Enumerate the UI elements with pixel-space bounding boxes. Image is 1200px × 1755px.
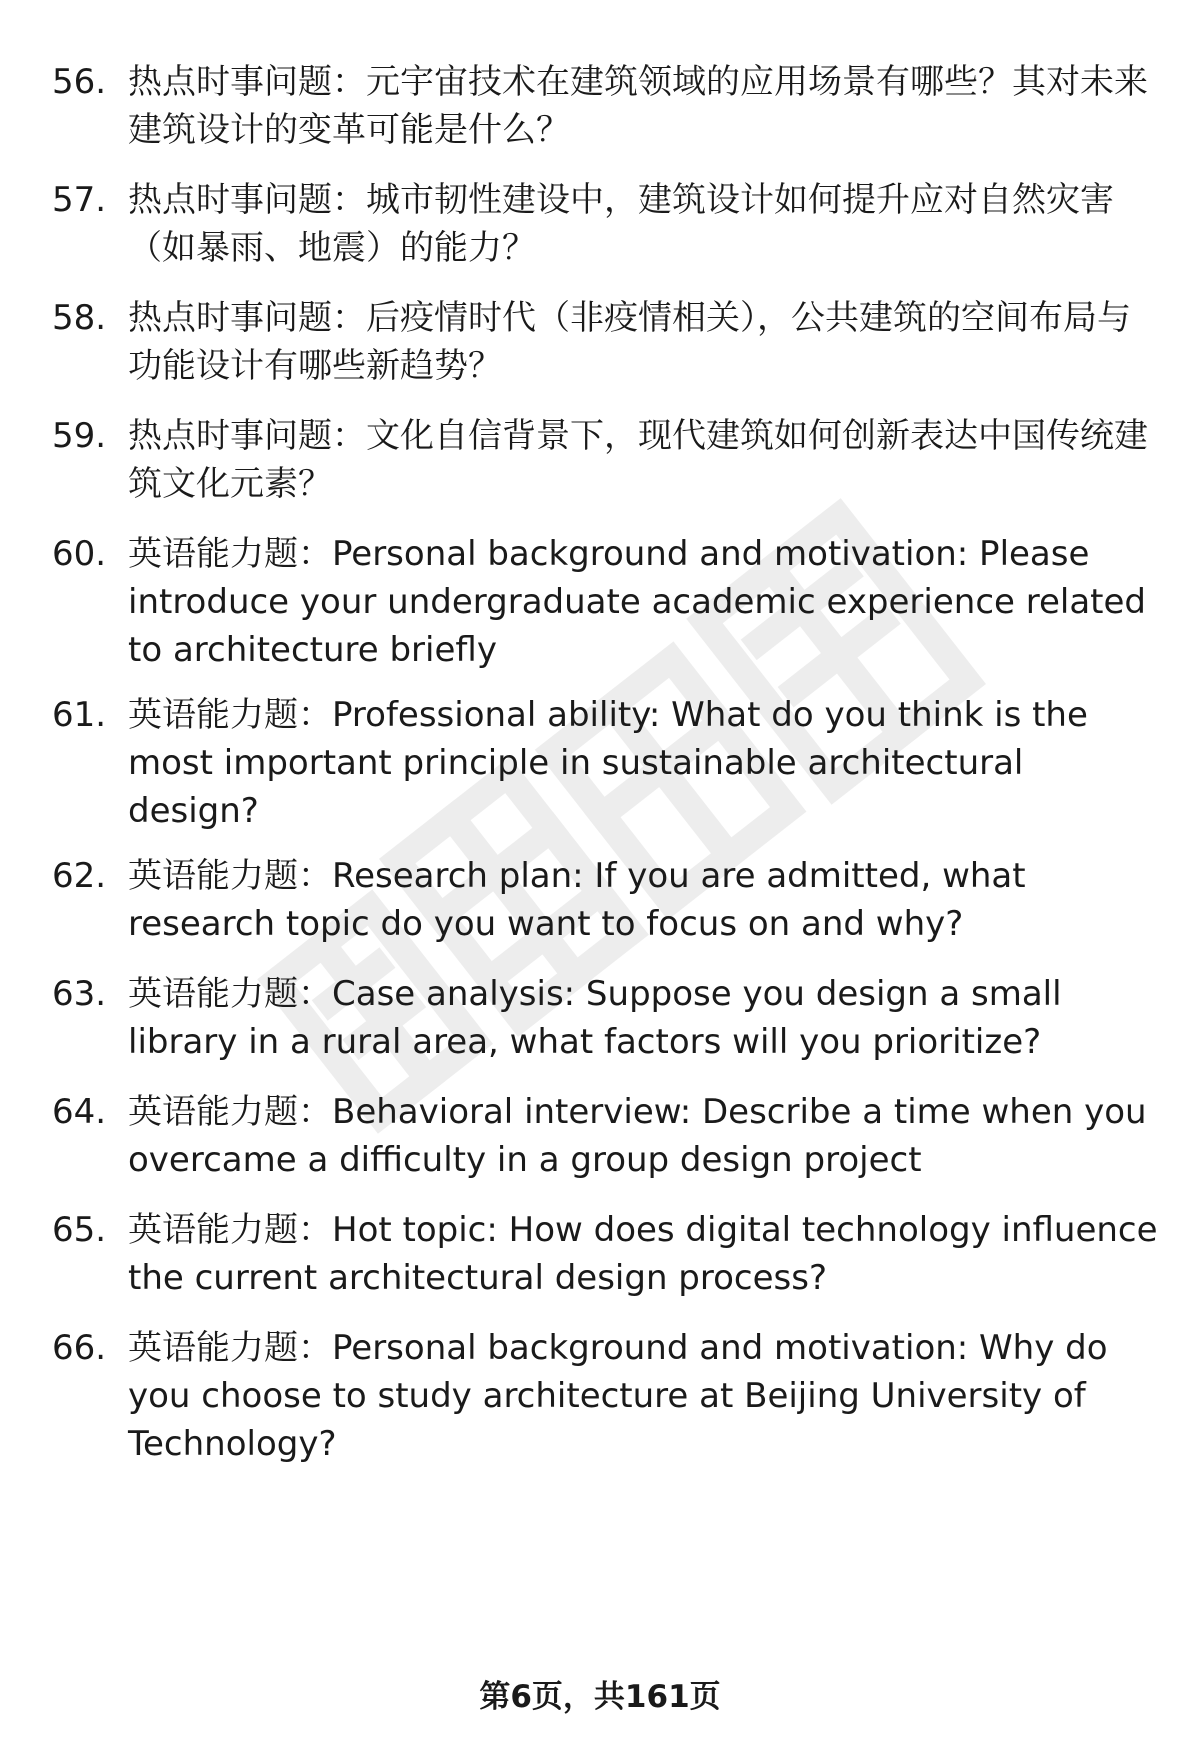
question-text: 英语能力题：Case analysis: Suppose you design a small library in a rural area, what factors will you prioritize? <box>128 974 1062 1062</box>
question-number: 59. <box>52 416 107 456</box>
question-65 <box>52 1206 1162 1302</box>
question-62 <box>52 852 1162 948</box>
question-61 <box>52 691 1162 835</box>
question-number: 56. <box>52 62 107 102</box>
question-text: 热点时事问题：文化自信背景下，现代建筑如何创新表达中国传统建筑文化元素？ <box>128 416 1148 504</box>
question-60 <box>52 530 1162 674</box>
question-64 <box>52 1088 1162 1184</box>
question-57 <box>52 176 1162 272</box>
question-text: 英语能力题：Research plan: If you are admitted, what research topic do you want to focus on and why? <box>128 856 1026 944</box>
question-number: 60. <box>52 534 107 574</box>
page-number-footer: 第6页，共161页 <box>479 1679 721 1715</box>
question-59 <box>52 412 1162 508</box>
question-number: 63. <box>52 974 107 1014</box>
question-number: 58. <box>52 298 107 338</box>
question-66 <box>52 1324 1162 1468</box>
question-text: 英语能力题：Professional ability: What do you think is the most important principle in sustainable architectural design? <box>128 695 1088 831</box>
question-number: 65. <box>52 1210 107 1250</box>
question-text: 热点时事问题：元宇宙技术在建筑领域的应用场景有哪些？其对未来建筑设计的变革可能是什么？ <box>128 62 1148 150</box>
question-number: 62. <box>52 856 107 896</box>
question-text: 英语能力题：Personal background and motivation: Why do you choose to study architecture at Beijing University of Technology? <box>128 1328 1108 1464</box>
question-text: 英语能力题：Personal background and motivation: Please introduce your undergraduate academic experience related to architecture briefly <box>128 534 1147 670</box>
question-number: 66. <box>52 1328 107 1368</box>
question-number: 64. <box>52 1092 107 1132</box>
question-number: 57. <box>52 180 107 220</box>
question-text: 英语能力题：Behavioral interview: Describe a time when you overcame a difficulty in a group design project <box>128 1092 1147 1180</box>
question-text: 英语能力题：Hot topic: How does digital technology influence the current architectural design process? <box>128 1210 1158 1298</box>
question-number: 61. <box>52 695 107 735</box>
question-text: 热点时事问题：城市韧性建设中，建筑设计如何提升应对自然灾害（如暴雨、地震）的能力？ <box>128 180 1114 268</box>
question-56 <box>52 58 1162 154</box>
question-63 <box>52 970 1162 1066</box>
question-text: 热点时事问题：后疫情时代（非疫情相关），公共建筑的空间布局与功能设计有哪些新趋势？ <box>128 298 1131 386</box>
question-58 <box>52 294 1162 390</box>
